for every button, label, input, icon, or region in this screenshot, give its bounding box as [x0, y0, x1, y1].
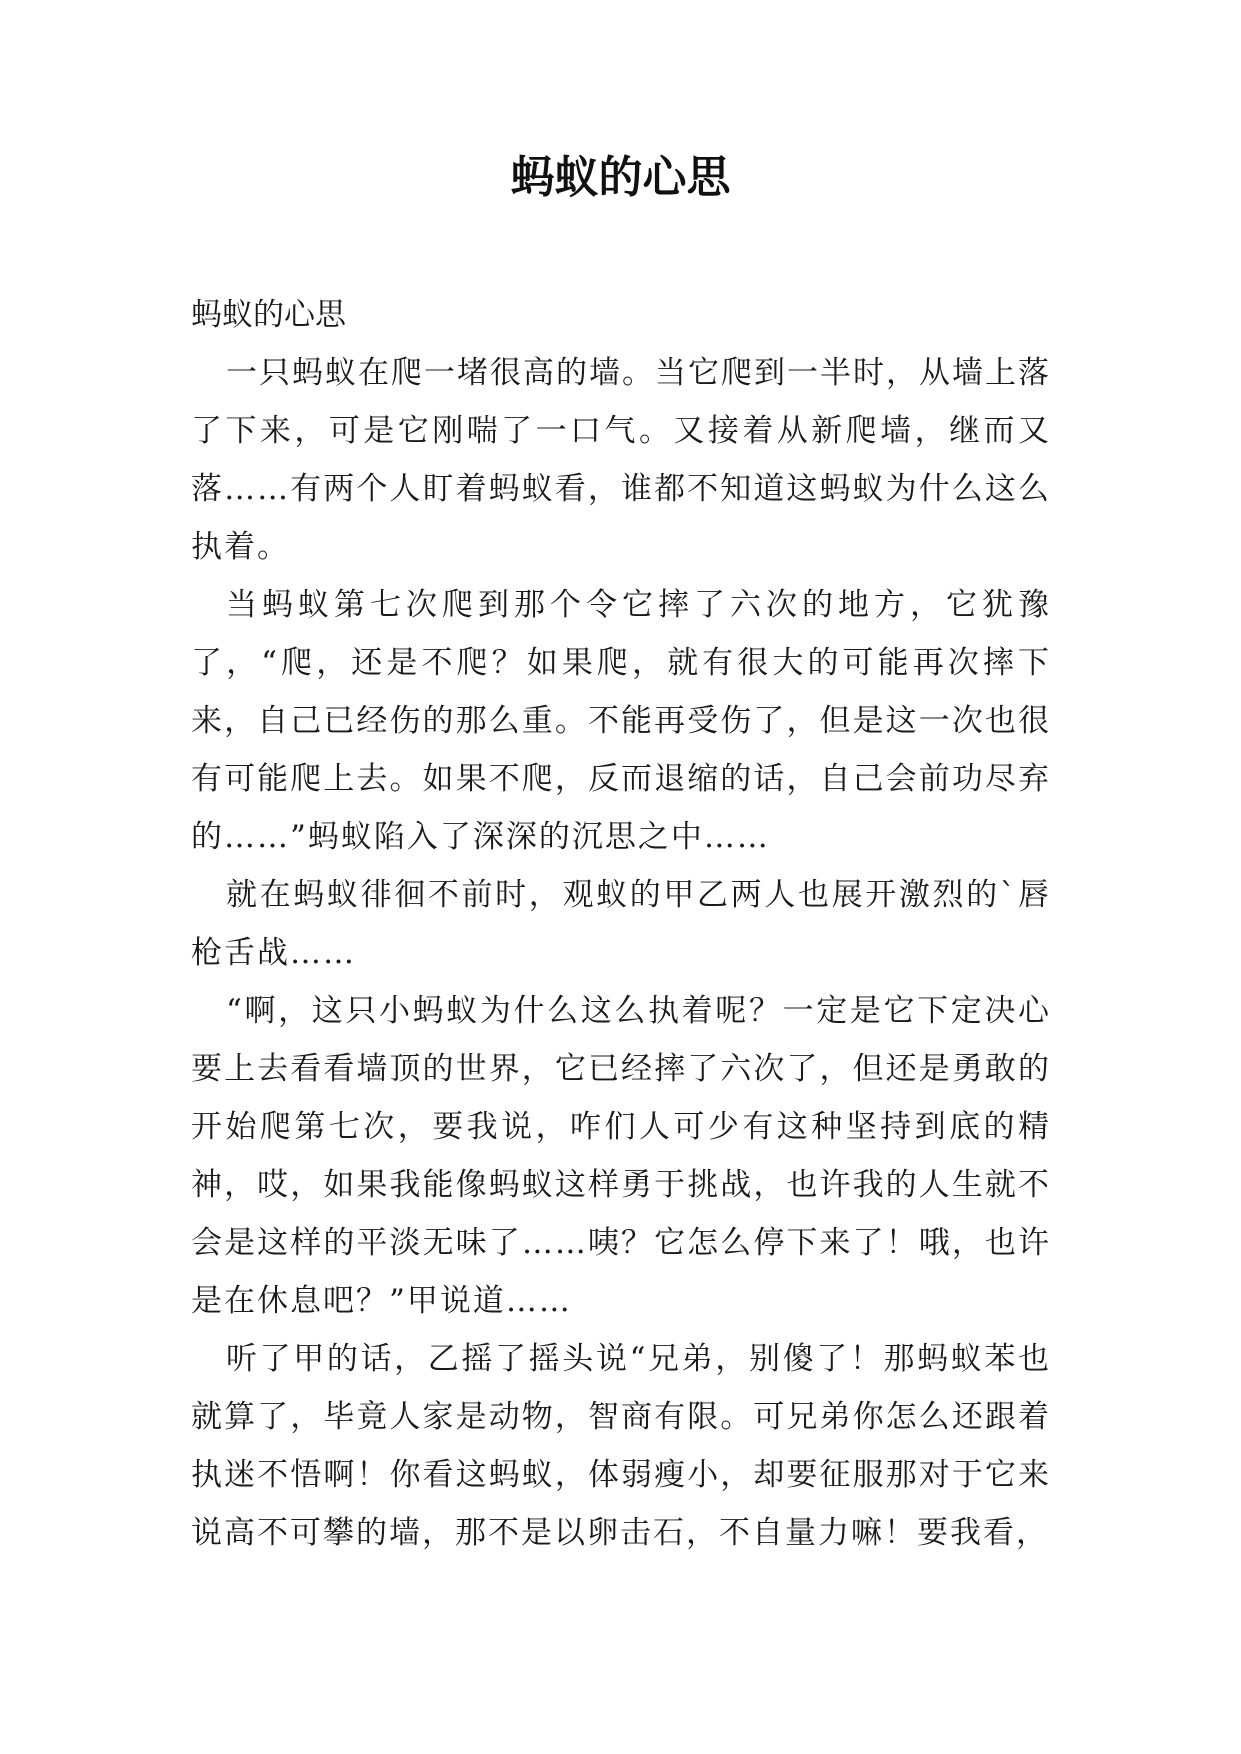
paragraph-3: 就在蚂蚁徘徊不前时，观蚁的甲乙两人也展开激烈的`唇枪舌战……	[191, 877, 1051, 971]
document-title: 蚂蚁的心思	[510, 152, 731, 203]
paragraph-4: “啊，这只小蚂蚁为什么这么执着呢？一定是它下定决心要上去看看墙顶的世界，它已经摔了六次了，但还是勇敢的开始爬第七次，要我说，咋们人可少有这种坚持到底的精神，哎，如果我能像蚂蚁这样勇于挑战，也许我的人生就不会是这样的平淡无味了……咦？它怎么停下来了！哦，也许是在休息吧？”甲说道……	[191, 993, 1051, 1319]
document-body	[191, 286, 1051, 1562]
paragraph-2: 当蚂蚁第七次爬到那个令它摔了六次的地方，它犹豫了，“爬，还是不爬？如果爬，就有很大的可能再次摔下来，自己已经伤的那么重。不能再受伤了，但是这一次也很有可能爬上去。如果不爬，反而退缩的话，自己会前功尽弃的……”蚂蚁陷入了深深的沉思之中……	[191, 587, 1051, 855]
paragraph-5: 听了甲的话，乙摇了摇头说“兄弟，别傻了！那蚂蚁苯也就算了，毕竟人家是动物，智商有限。可兄弟你怎么还跟着执迷不悟啊！你看这蚂蚁，体弱瘦小，却要征服那对于它来说高不可攀的墙，那不是以卵击石，不自量力嘛！要我看，	[191, 1341, 1051, 1551]
paragraph-1: 一只蚂蚁在爬一堵很高的墙。当它爬到一半时，从墙上落了下来，可是它刚喘了一口气。又接着从新爬墙，继而又落……有两个人盯着蚂蚁看，谁都不知道这蚂蚁为什么这么执着。	[191, 355, 1051, 565]
article-heading: 蚂蚁的心思	[191, 297, 346, 333]
